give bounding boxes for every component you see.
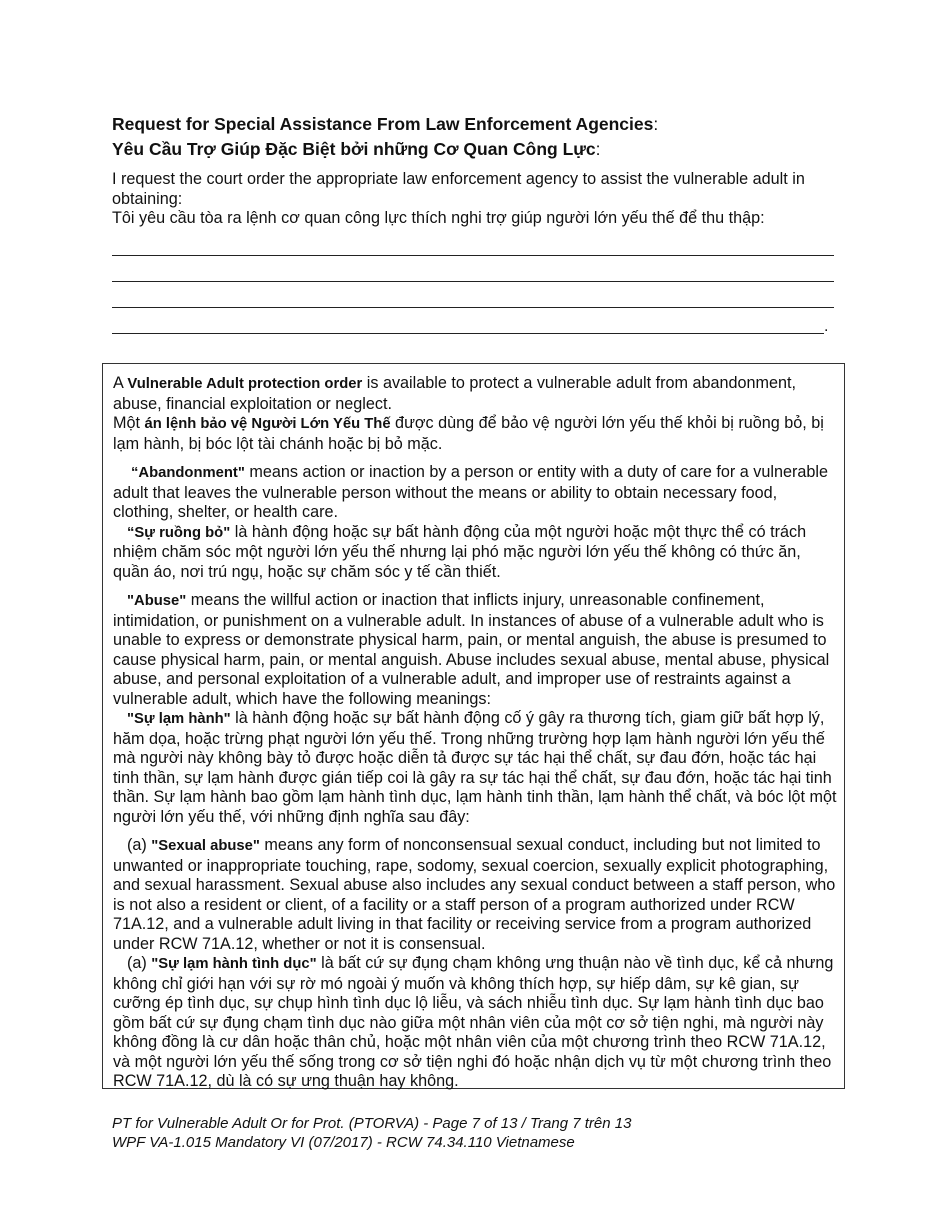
definition-abuse-english: "Abuse" means the willful action or inaction that inflicts injury, unreasonable confinement, intimidation, or punishment on a vulnerable adult. In instances of abuse of a vulnerable adult who is unable to express or demonstrate physical harm, pain, or mental anguish, the abuse is presumed to cause physical harm, pain, or mental anguish. Abuse includes sexual abuse, mental abuse, physical abuse, and personal exploitation of a vulnerable adult, and improper use of restraints against a vulnerable adult, which have the following meanings: xyxy=(113,591,830,708)
fill-in-line[interactable] xyxy=(112,307,834,308)
intro-english: A Vulnerable Adult protection order is available to protect a vulnerable adult from abandonment, abuse, financial exploitation or neglect. xyxy=(113,374,796,413)
footer-line-1: PT for Vulnerable Adult Or for Prot. (PTORVA) - Page 7 of 13 / Trang 7 trên 13 xyxy=(112,1115,632,1132)
heading-colon: : xyxy=(653,114,659,134)
term-sexual-abuse: "Sexual abuse" xyxy=(151,838,260,854)
term-vulnerable-adult-order: Vulnerable Adult protection order xyxy=(127,376,363,392)
heading-vietnamese-text: Yêu Cầu Trợ Giúp Đặc Biệt bởi những Cơ Quan Công Lực xyxy=(112,139,596,159)
footer-line-2: WPF VA-1.015 Mandatory VI (07/2017) - RCW 74.34.110 Vietnamese xyxy=(112,1134,575,1151)
term-abuse: "Abuse" xyxy=(127,593,187,609)
fill-line-period: . xyxy=(824,318,829,335)
definition-sexual-abuse-english: (a) "Sexual abuse" means any form of nonconsensual sexual conduct, including but not limited to unwanted or inappropriate touching, rape, sodomy, sexual coercion, sexually explicit photographing, and sexual harassment. Sexual abuse also includes any sexual conduct between a staff person, who is not also a resident or client, of a facility or a staff person of a program authorized under RCW 71A.12, and a vulnerable adult living in that facility or receiving service from a program authorized under RCW 71A.12, whether or not it is consensual. xyxy=(113,836,836,953)
request-statement-english: I request the court order the appropriate law enforcement agency to assist the vulnerable adult in obtaining: xyxy=(112,170,805,208)
definition-sexual-abuse-vietnamese: (a) "Sự lạm hành tình dục" là bất cứ sự đụng chạm không ưng thuận nào về tình dục, kể cả nhưng không chỉ giới hạn với sự rờ mó ngoài ý muốn và không thích hợp, sự hiếp dâm, sự kê gian, sự cưỡng ép tình dục, sự chụp hình tình dục lộ liễu, và sách nhiễu tình dục. Sự lạm hành tình dục bao gồm bất cứ sự đụng chạm tình dục nào giữa một nhân viên của một cơ sở tiện nghi, mà người này không đồng là cư dân hoặc thân chủ, hoặc một nhân viên của một chương trình theo RCW 71A.12, và một người lớn yếu thế sống trong cơ sở tiện nghi đó hoặc nhận dịch vụ từ một chương trình theo RCW 71A.12, dù là có sự ưng thuận hay không. xyxy=(113,954,834,1090)
definition-abandonment-vietnamese: “Sự ruồng bỏ" là hành động hoặc sự bất hành động của một người hoặc một thực thể có trách nhiệm chăm sóc một người lớn yếu thế nhưng lại phó mặc người lớn yếu thế không có thức ăn, quần áo, nơi trú ngụ, hoặc sự chăm sóc y tế cần thiết. xyxy=(113,522,807,581)
fill-in-line[interactable] xyxy=(112,281,834,282)
term-abuse-vi: "Sự lạm hành" xyxy=(127,711,231,727)
request-statement xyxy=(112,170,842,229)
heading-english-text: Request for Special Assistance From Law Enforcement Agencies xyxy=(112,114,654,134)
term-vulnerable-adult-order-vi: án lệnh bảo vệ Người Lớn Yếu Thế xyxy=(144,416,391,432)
fill-in-line[interactable] xyxy=(112,333,824,334)
definition-abuse-vietnamese: "Sự lạm hành" là hành động hoặc sự bất hành động cố ý gây ra thương tích, giam giữ bất hợp lý, hăm dọa, hoặc trừng phạt người lớn yếu thế. Trong những trường hợp lạm hành người lớn yếu thế mà người này không bày tỏ được hoặc diễn tả được sự tác hại thể chất, sự đau đớn, hoặc tác hại tinh thần, sự lạm hành được gián tiếp coi là gây ra sự tác hại thể chất, sự đau đớn, hoặc tác hại tinh thần. Sự lạm hành bao gồm lạm hành tình dục, lạm hành tinh thần, lạm hành thể chất, và bóc lột một người lớn yếu thế, với những định nghĩa sau đây: xyxy=(113,709,837,826)
page-footer xyxy=(112,1114,812,1152)
definitions-content xyxy=(113,374,837,1092)
term-sexual-abuse-vi: "Sự lạm hành tình dục" xyxy=(151,956,317,972)
term-abandonment: “Abandonment" xyxy=(131,465,245,481)
fill-in-line[interactable] xyxy=(112,255,834,256)
heading-colon: : xyxy=(595,139,601,159)
request-statement-vietnamese: Tôi yêu cầu tòa ra lệnh cơ quan công lực thích nghi trợ giúp người lớn yếu thế để thu thập: xyxy=(112,209,765,227)
section-heading-vietnamese xyxy=(112,138,842,160)
section-heading-english xyxy=(112,113,842,135)
intro-vietnamese: Một án lệnh bảo vệ Người Lớn Yếu Thế được dùng để bảo vệ người lớn yếu thế khỏi bị ruồng bỏ, bị lạm hành, bị bóc lột tài chánh hoặc bị bỏ mặc. xyxy=(113,414,824,453)
definition-abandonment-english: “Abandonment" means action or inaction by a person or entity with a duty of care for a vulnerable adult that leaves the vulnerable person without the means or ability to obtain necessary food, clothing, shelter, or health care. xyxy=(113,463,828,521)
term-abandonment-vi: “Sự ruồng bỏ" xyxy=(127,524,231,541)
definitions-notice-box xyxy=(102,363,845,1089)
